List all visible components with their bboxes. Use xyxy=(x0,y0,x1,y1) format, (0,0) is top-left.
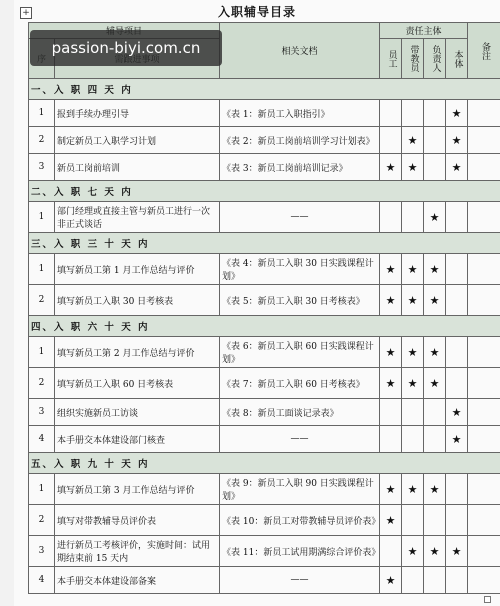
responsibility-cell xyxy=(380,426,402,453)
responsibility-cell: ★ xyxy=(380,254,402,285)
section-label: 五、入 职 九 十 天 内 xyxy=(29,453,500,474)
row-doc-empty: —— xyxy=(220,202,380,233)
responsibility-cell: ★ xyxy=(402,474,424,505)
row-number: 1 xyxy=(29,337,55,368)
responsibility-cell: ★ xyxy=(424,254,446,285)
responsibility-cell xyxy=(424,100,446,127)
responsibility-cell: ★ xyxy=(446,154,468,181)
responsibility-cell xyxy=(446,337,468,368)
header-docs: 相关文档 xyxy=(220,23,380,79)
responsibility-cell xyxy=(446,285,468,316)
section-label: 三、入 职 三 十 天 内 xyxy=(29,233,500,254)
row-note xyxy=(468,154,500,181)
row-item: 部门经理或直接主管与新员工进行一次非正式谈话 xyxy=(55,202,220,233)
row-number: 2 xyxy=(29,368,55,399)
row-number: 3 xyxy=(29,399,55,426)
table-row xyxy=(29,536,500,567)
section-label: 一、入 职 四 天 内 xyxy=(29,79,500,100)
header-note: 备注 xyxy=(468,23,500,79)
row-doc-empty: —— xyxy=(220,567,380,594)
row-note xyxy=(468,474,500,505)
table-row xyxy=(29,567,500,594)
row-note xyxy=(468,337,500,368)
row-doc: 《表 10：新员工对带教辅导员评价表》 xyxy=(220,505,380,536)
responsibility-cell xyxy=(446,474,468,505)
table-row xyxy=(29,426,500,453)
header-body: 本体 xyxy=(446,39,468,79)
row-item: 填写新员工第 2 月工作总结与评价 xyxy=(55,337,220,368)
responsibility-cell: ★ xyxy=(402,536,424,567)
row-number: 3 xyxy=(29,154,55,181)
responsibility-cell: ★ xyxy=(380,567,402,594)
responsibility-cell xyxy=(424,154,446,181)
table-move-handle-icon[interactable]: + xyxy=(20,7,32,19)
row-item: 填写新员工入职 30 日考核表 xyxy=(55,285,220,316)
document-title: 入职辅导目录 xyxy=(217,5,296,19)
row-doc: 《表 4：新员工入职 30 日实践课程计划》 xyxy=(220,254,380,285)
row-note xyxy=(468,368,500,399)
table-resize-handle-icon[interactable] xyxy=(484,596,491,603)
responsibility-cell: ★ xyxy=(380,285,402,316)
responsibility-cell xyxy=(380,100,402,127)
row-item: 本手册交本体建设部门核查 xyxy=(55,426,220,453)
section-row xyxy=(29,233,500,254)
row-number: 1 xyxy=(29,100,55,127)
responsibility-cell: ★ xyxy=(446,426,468,453)
responsibility-cell xyxy=(424,399,446,426)
header-manager: 负责人 xyxy=(424,39,446,79)
header-employee: 员工 xyxy=(380,39,402,79)
table-row xyxy=(29,505,500,536)
row-number: 3 xyxy=(29,536,55,567)
row-item: 报到手续办理引导 xyxy=(55,100,220,127)
row-number: 2 xyxy=(29,127,55,154)
row-item: 本手册交本体建设部备案 xyxy=(55,567,220,594)
table-body xyxy=(29,79,500,594)
responsibility-cell: ★ xyxy=(446,399,468,426)
row-note xyxy=(468,505,500,536)
responsibility-cell xyxy=(402,567,424,594)
responsibility-cell xyxy=(380,536,402,567)
row-number: 2 xyxy=(29,505,55,536)
responsibility-cell: ★ xyxy=(424,285,446,316)
section-row xyxy=(29,316,500,337)
row-item: 填写新员工第 1 月工作总结与评价 xyxy=(55,254,220,285)
responsibility-cell xyxy=(402,426,424,453)
table-row xyxy=(29,100,500,127)
onboarding-table xyxy=(28,22,500,594)
table-row xyxy=(29,474,500,505)
responsibility-cell xyxy=(424,505,446,536)
row-number: 2 xyxy=(29,285,55,316)
table-row xyxy=(29,368,500,399)
responsibility-cell: ★ xyxy=(402,127,424,154)
responsibility-cell: ★ xyxy=(402,337,424,368)
row-note xyxy=(468,202,500,233)
row-doc: 《表 9：新员工入职 90 日实践课程计划》 xyxy=(220,474,380,505)
row-doc: 《表 1：新员工入职指引》 xyxy=(220,100,380,127)
responsibility-cell xyxy=(446,202,468,233)
responsibility-cell: ★ xyxy=(402,368,424,399)
responsibility-cell: ★ xyxy=(424,474,446,505)
responsibility-cell: ★ xyxy=(446,536,468,567)
row-note xyxy=(468,567,500,594)
section-row xyxy=(29,79,500,100)
table-row xyxy=(29,154,500,181)
row-doc: 《表 11：新员工试用期满综合评价表》 xyxy=(220,536,380,567)
row-doc: 《表 8：新员工面谈记录表》 xyxy=(220,399,380,426)
row-number: 1 xyxy=(29,254,55,285)
row-item: 新员工岗前培训 xyxy=(55,154,220,181)
responsibility-cell xyxy=(446,505,468,536)
responsibility-cell xyxy=(380,399,402,426)
row-doc: 《表 6：新员工入职 60 日实践课程计划》 xyxy=(220,337,380,368)
responsibility-cell xyxy=(446,567,468,594)
row-number: 1 xyxy=(29,474,55,505)
section-row xyxy=(29,453,500,474)
table-row xyxy=(29,202,500,233)
row-doc: 《表 3：新员工岗前培训记录》 xyxy=(220,154,380,181)
responsibility-cell: ★ xyxy=(424,337,446,368)
row-doc: 《表 2：新员工岗前培训学习计划表》 xyxy=(220,127,380,154)
row-doc: 《表 5：新员工入职 30 日考核表》 xyxy=(220,285,380,316)
document-page xyxy=(14,0,500,606)
responsibility-cell xyxy=(380,202,402,233)
responsibility-cell: ★ xyxy=(424,202,446,233)
responsibility-cell: ★ xyxy=(424,368,446,399)
responsibility-cell xyxy=(402,399,424,426)
responsibility-cell: ★ xyxy=(380,154,402,181)
responsibility-cell: ★ xyxy=(402,285,424,316)
table-row xyxy=(29,127,500,154)
header-responsibility: 责任主体 xyxy=(380,23,468,39)
row-note xyxy=(468,254,500,285)
row-number: 1 xyxy=(29,202,55,233)
row-item: 填写新员工第 3 月工作总结与评价 xyxy=(55,474,220,505)
row-note xyxy=(468,100,500,127)
section-row xyxy=(29,181,500,202)
table-row xyxy=(29,399,500,426)
row-note xyxy=(468,399,500,426)
responsibility-cell: ★ xyxy=(424,536,446,567)
row-note xyxy=(468,285,500,316)
responsibility-cell xyxy=(446,254,468,285)
row-number: 4 xyxy=(29,426,55,453)
table-row xyxy=(29,285,500,316)
row-item: 填写对带教辅导员评价表 xyxy=(55,505,220,536)
section-label: 二、入 职 七 天 内 xyxy=(29,181,500,202)
responsibility-cell xyxy=(402,202,424,233)
row-doc-empty: —— xyxy=(220,426,380,453)
responsibility-cell xyxy=(380,127,402,154)
row-note xyxy=(468,127,500,154)
row-number: 4 xyxy=(29,567,55,594)
responsibility-cell: ★ xyxy=(380,474,402,505)
responsibility-cell xyxy=(402,505,424,536)
responsibility-cell: ★ xyxy=(446,100,468,127)
row-item: 填写新员工入职 60 日考核表 xyxy=(55,368,220,399)
responsibility-cell: ★ xyxy=(402,154,424,181)
header-mentor: 带教员 xyxy=(402,39,424,79)
table-row xyxy=(29,254,500,285)
responsibility-cell: ★ xyxy=(380,337,402,368)
row-item: 制定新员工入职学习计划 xyxy=(55,127,220,154)
responsibility-cell: ★ xyxy=(380,368,402,399)
row-note xyxy=(468,536,500,567)
responsibility-cell xyxy=(424,127,446,154)
row-item: 组织实施新员工访谈 xyxy=(55,399,220,426)
responsibility-cell xyxy=(402,100,424,127)
responsibility-cell: ★ xyxy=(380,505,402,536)
watermark: passion-biyi.com.cn xyxy=(30,30,222,66)
table-row xyxy=(29,337,500,368)
row-doc: 《表 7：新员工入职 60 日考核表》 xyxy=(220,368,380,399)
responsibility-cell: ★ xyxy=(402,254,424,285)
responsibility-cell xyxy=(446,368,468,399)
responsibility-cell: ★ xyxy=(446,127,468,154)
row-item: 进行新员工考核评价，实施时间：试用期结束前 15 天内 xyxy=(55,536,220,567)
section-label: 四、入 职 六 十 天 内 xyxy=(29,316,500,337)
responsibility-cell xyxy=(424,567,446,594)
row-note xyxy=(468,426,500,453)
responsibility-cell xyxy=(424,426,446,453)
